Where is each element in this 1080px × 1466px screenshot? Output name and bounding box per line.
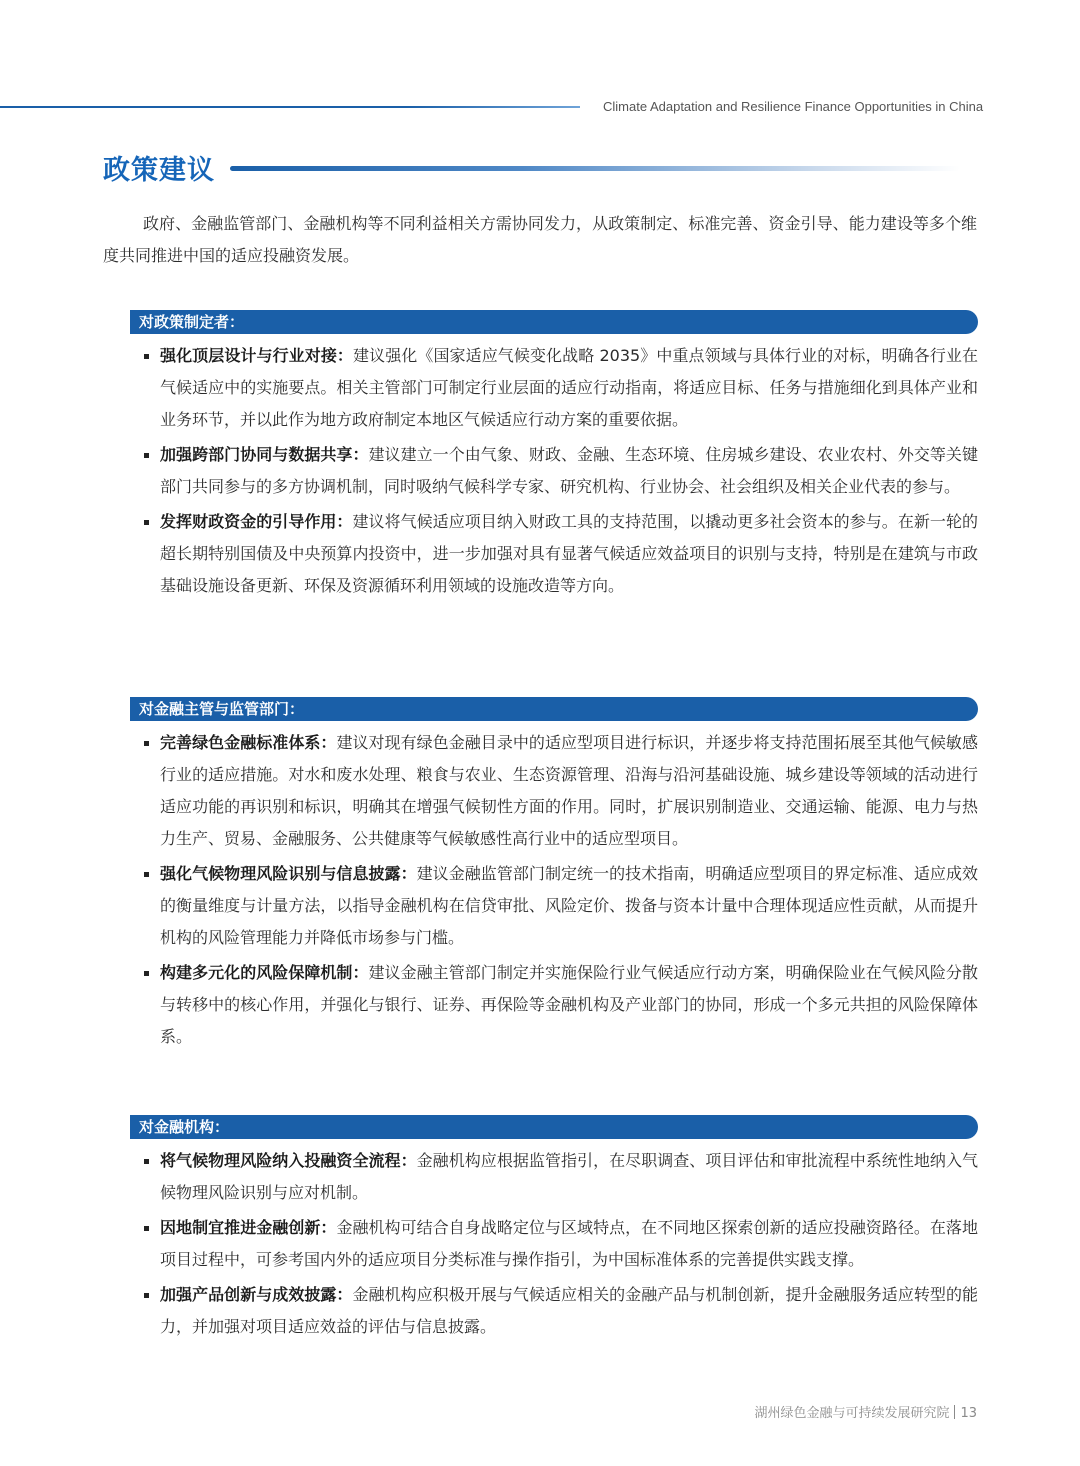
recommendation-list [130, 727, 978, 1053]
item-title: 强化气候物理风险识别与信息披露： [160, 864, 417, 883]
item-text: 金融机构应积极开展与气候适应相关的金融产品与机制创新，提升金融服务适应转型的能力，并加强对项目适应效益的评估与信息披露。 [160, 1285, 978, 1336]
bullet-icon [144, 971, 149, 976]
item-title: 构建多元化的风险保障机制： [160, 963, 369, 982]
bullet-icon [144, 453, 149, 458]
item-text: 建议对现有绿色金融目录中的适应型项目进行标识，并逐步将支持范围拓展至其他气候敏感行业的适应措施。对水和废水处理、粮食与农业、生态资源管理、沿海与沿河基础设施、城乡建设等领域的活动进行适应功能的再识别和标识，明确其在增强气候韧性方面的作用。同时，扩展识别制造业、交通运输、能源、电力与热力生产、贸易、金融服务、公共健康等气候敏感性高行业中的适应型项目。 [160, 733, 978, 848]
list-item [130, 1212, 978, 1276]
item-text: 建议强化《国家适应气候变化战略 2035》中重点领域与具体行业的对标，明确各行业在气候适应中的实施要点。相关主管部门可制定行业层面的适应行动指南，将适应目标、任务与措施细化到具体产业和业务环节，并以此作为地方政府制定本地区气候适应行动方案的重要依据。 [160, 346, 978, 429]
item-text: 金融机构应根据监管指引，在尽职调查、项目评估和审批流程中系统性地纳入气候物理风险识别与应对机制。 [160, 1151, 978, 1202]
page-footer [700, 1402, 977, 1421]
section-financial-institutions [130, 1115, 978, 1346]
item-title: 强化顶层设计与行业对接： [160, 346, 354, 365]
page-title: 政策建议 [103, 155, 215, 186]
bullet-icon [144, 872, 149, 877]
item-text: 建议将气候适应项目纳入财政工具的支持范围，以撬动更多社会资本的参与。在新一轮的超长期特别国债及中央预算内投资中，进一步加强对具有显著气候适应效益项目的识别与支持，特别是在建筑与市政基础设施设备更新、环保及资源循环利用领域的设施改造等方向。 [160, 512, 978, 595]
item-title: 完善绿色金融标准体系： [160, 733, 337, 752]
intro-paragraph: 政府、金融监管部门、金融机构等不同利益相关方需协同发力，从政策制定、标准完善、资金引导、能力建设等多个维度共同推进中国的适应投融资发展。 [103, 214, 977, 265]
bullet-icon [144, 1293, 149, 1298]
item-title: 加强产品创新与成效披露： [160, 1285, 353, 1304]
header-rule [0, 106, 580, 108]
bullet-icon [144, 1159, 149, 1164]
list-item [130, 1145, 978, 1209]
bullet-icon [144, 741, 149, 746]
list-item [130, 1279, 978, 1343]
list-item [130, 506, 978, 602]
item-title: 因地制宜推进金融创新： [160, 1218, 337, 1237]
list-item [130, 727, 978, 855]
item-text: 建议金融主管部门制定并实施保险行业气候适应行动方案，明确保险业在气候风险分散与转移中的核心作用，并强化与银行、证券、再保险等金融机构及产业部门的协同，形成一个多元共担的风险保障体系。 [160, 963, 978, 1046]
list-item [130, 439, 978, 503]
item-title: 发挥财政资金的引导作用： [160, 512, 353, 531]
list-item [130, 858, 978, 954]
recommendation-list [130, 1145, 978, 1343]
section-heading: 对金融机构： [130, 1115, 978, 1139]
bullet-icon [144, 1226, 149, 1231]
title-rule [230, 166, 960, 171]
footer-org: 湖州绿色金融与可持续发展研究院 [754, 1406, 950, 1421]
section-policymakers [130, 310, 978, 605]
recommendation-list [130, 340, 978, 602]
section-heading: 对政策制定者： [130, 310, 978, 334]
bullet-icon [144, 520, 149, 525]
section-heading: 对金融主管与监管部门： [130, 697, 978, 721]
item-text: 金融机构可结合自身战略定位与区域特点，在不同地区探索创新的适应投融资路径。在落地项目过程中，可参考国内外的适应项目分类标准与操作指引，为中国标准体系的完善提供实践支撑。 [160, 1218, 978, 1269]
bullet-icon [144, 354, 149, 359]
section-financial-regulators [130, 697, 978, 1056]
page-number: 13 [960, 1406, 977, 1421]
footer-divider [954, 1405, 955, 1419]
running-header: Climate Adaptation and Resilience Finance Opportunities in China [603, 99, 984, 114]
list-item [130, 957, 978, 1053]
item-text: 建议建立一个由气象、财政、金融、生态环境、住房城乡建设、农业农村、外交等关键部门共同参与的多方协调机制，同时吸纳气候科学专家、研究机构、行业协会、社会组织及相关企业代表的参与。 [160, 445, 978, 496]
item-title: 加强跨部门协同与数据共享： [160, 445, 369, 464]
list-item [130, 340, 978, 436]
item-title: 将气候物理风险纳入投融资全流程： [160, 1151, 417, 1170]
item-text: 建议金融监管部门制定统一的技术指南，明确适应型项目的界定标准、适应成效的衡量维度与计量方法，以指导金融机构在信贷审批、风险定价、拨备与资本计量中合理体现适应性贡献，从而提升机构的风险管理能力并降低市场参与门槛。 [160, 864, 978, 947]
